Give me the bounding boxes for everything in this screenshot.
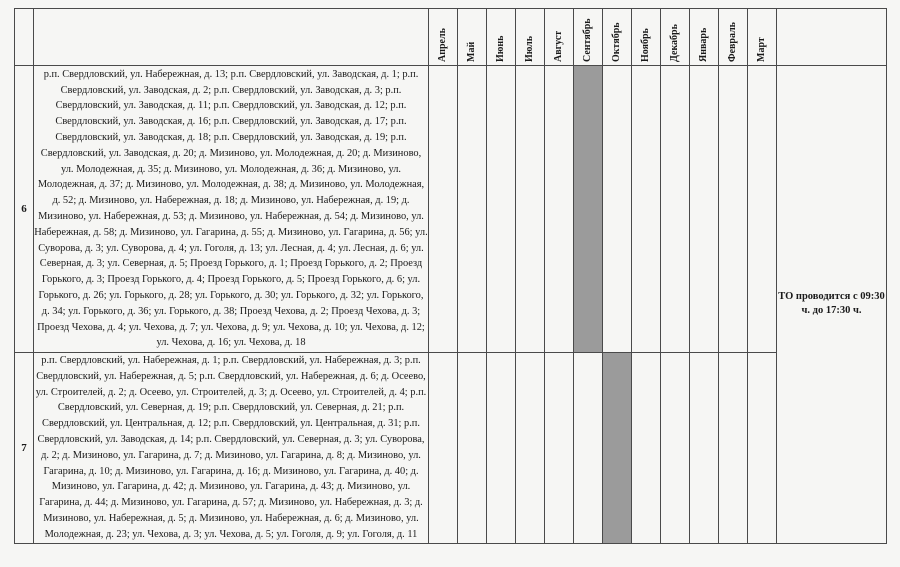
month-cell [574, 353, 603, 544]
month-cell-scheduled [574, 66, 603, 353]
table-row [15, 353, 887, 544]
maintenance-time-note: ТО проводится с 09:30 ч. до 17:30 ч. [777, 66, 887, 544]
month-cell [487, 353, 516, 544]
month-cell [661, 353, 690, 544]
month-header [545, 9, 574, 66]
month-cell [545, 66, 574, 353]
month-label: Сентябрь [582, 18, 593, 62]
month-cell [603, 66, 632, 353]
month-cell [458, 353, 487, 544]
header-address-cell [34, 9, 429, 66]
row-number: 7 [15, 353, 34, 544]
month-header [748, 9, 777, 66]
month-label: Ноябрь [640, 28, 651, 62]
month-cell [719, 66, 748, 353]
header-number-cell [15, 9, 34, 66]
table-row [15, 66, 887, 353]
month-header [661, 9, 690, 66]
month-cell [748, 353, 777, 544]
month-cell [748, 66, 777, 353]
month-header [487, 9, 516, 66]
month-cell [487, 66, 516, 353]
month-cell-scheduled [603, 353, 632, 544]
month-label: Март [756, 37, 767, 62]
address-list: р.п. Свердловский, ул. Набережная, д. 1; р.п. Свердловский, ул. Набережная, д. 3; р.п. Свердловский, ул. Набережная, д. 5; р.п. Свердловский, ул. Набережная, д. 6; д. Осеево, ул. Строителей, д. 2; д. Осеево, ул. Строителей, д. 3; д. Осеево, ул. Строителей, д. 4; р.п. Свердловский, ул. Северная, д. 19; р.п. Свердловский, ул. Северная, д. 21; р.п. Свердловский, ул. Центральная, д. 12; р.п. Свердловский, ул. Центральная, д. 31; р.п. Свердловский, ул. Заводская, д. 14; р.п. Свердловский, ул. Северная, д. 3; ул. Суворова, д. 2; д. Мизиново, ул. Гагарина, д. 7; д. Мизиново, ул. Гагарина, д. 8; д. Мизиново, ул. Гагарина, д. 10; д. Мизиново, ул. Гагарина, д. 16; д. Мизиново, ул. Гагарина, д. 40; д. Мизиново, ул. Гагарина, д. 42; д. Мизиново, ул. Гагарина, д. 43; д. Мизиново, ул. Гагарина, д. 44; д. Мизиново, ул. Гагарина, д. 57; д. Мизиново, ул. Набережная, д. 3; д. Мизиново, ул. Набережная, д. 5; д. Мизиново, ул. Набережная, д. 6; д. Мизиново, ул. Молодежная, д. 23; ул. Чехова, д. 3; ул. Чехова, д. 5; ул. Гоголя, д. 9; ул. Гоголя, д. 11 [34, 353, 429, 544]
month-label: Апрель [437, 28, 448, 62]
month-label: Декабрь [669, 24, 680, 62]
month-cell [458, 66, 487, 353]
month-label: Июнь [495, 35, 506, 62]
header-row [15, 9, 887, 66]
month-cell [690, 353, 719, 544]
month-cell [632, 66, 661, 353]
month-label: Июль [524, 35, 535, 62]
header-note-cell [777, 9, 887, 66]
month-label: Май [466, 41, 477, 62]
month-header [690, 9, 719, 66]
month-cell [429, 66, 458, 353]
month-cell [719, 353, 748, 544]
month-cell [632, 353, 661, 544]
month-header [719, 9, 748, 66]
month-header [429, 9, 458, 66]
month-header [458, 9, 487, 66]
month-cell [661, 66, 690, 353]
month-header [632, 9, 661, 66]
month-header [574, 9, 603, 66]
month-label: Февраль [727, 22, 738, 62]
month-label: Август [553, 30, 564, 62]
month-cell [516, 353, 545, 544]
month-cell [516, 66, 545, 353]
month-label: Октябрь [611, 22, 622, 62]
month-label: Январь [698, 27, 709, 62]
month-cell [690, 66, 719, 353]
month-cell [545, 353, 574, 544]
row-number: 6 [15, 66, 34, 353]
month-header [516, 9, 545, 66]
address-list: р.п. Свердловский, ул. Набережная, д. 13; р.п. Свердловский, ул. Заводская, д. 1; р.п. Свердловский, ул. Заводская, д. 2; р.п. Свердловский, ул. Заводская, д. 3; р.п. Свердловский, ул. Заводская, д. 11; р.п. Свердловский, ул. Заводская, д. 12; р.п. Свердловский, ул. Заводская, д. 16; р.п. Свердловский, ул. Заводская, д. 17; р.п. Свердловский, ул. Заводская, д. 18; р.п. Свердловский, ул. Заводская, д. 19; р.п. Свердловский, ул. Заводская, д. 20; д. Мизиново, ул. Молодежная, д. 20; д. Мизиново, ул. Молодежная, д. 35; д. Мизиново, ул. Молодежная, д. 36; д. Мизиново, ул. Молодежная, д. 37; д. Мизиново, ул. Молодежная, д. 38; д. Мизиново, ул. Молодежная, д. 52; д. Мизиново, ул. Набережная, д. 18; д. Мизиново, ул. Набережная, д. 19; д. Мизиново, ул. Набережная, д. 53; д. Мизиново, ул. Набережная, д. 54; д. Мизиново, ул. Набережная, д. 58; д. Мизиново, ул. Гагарина, д. 55; д. Мизиново, ул. Гагарина, д. 56; ул. Суворова, д. 3; ул. Суворова, д. 4; ул. Гоголя, д. 13; ул. Лесная, д. 4; ул. Лесная, д. 6; ул. Северная, д. 3; ул. Северная, д. 5; Проезд Горького, д. 1; Проезд Горького, д. 2; Проезд Горького, д. 3; Проезд Горького, д. 4; Проезд Горького, д. 5; Проезд Горького, д. 6; ул. Горького, д. 26; ул. Горького, д. 28; ул. Горького, д. 30; ул. Горького, д. 32; ул. Горького, д. 34; ул. Горького, д. 36; ул. Горького, д. 38; Проезд Чехова, д. 2; Проезд Чехова, д. 3; Проезд Чехова, д. 4; ул. Чехова, д. 7; ул. Чехова, д. 9; ул. Чехова, д. 10; ул. Чехова, д. 12; ул. Чехова, д. 16; ул. Чехова, д. 18 [34, 66, 429, 353]
month-cell [429, 353, 458, 544]
schedule-table [14, 8, 887, 544]
month-header [603, 9, 632, 66]
